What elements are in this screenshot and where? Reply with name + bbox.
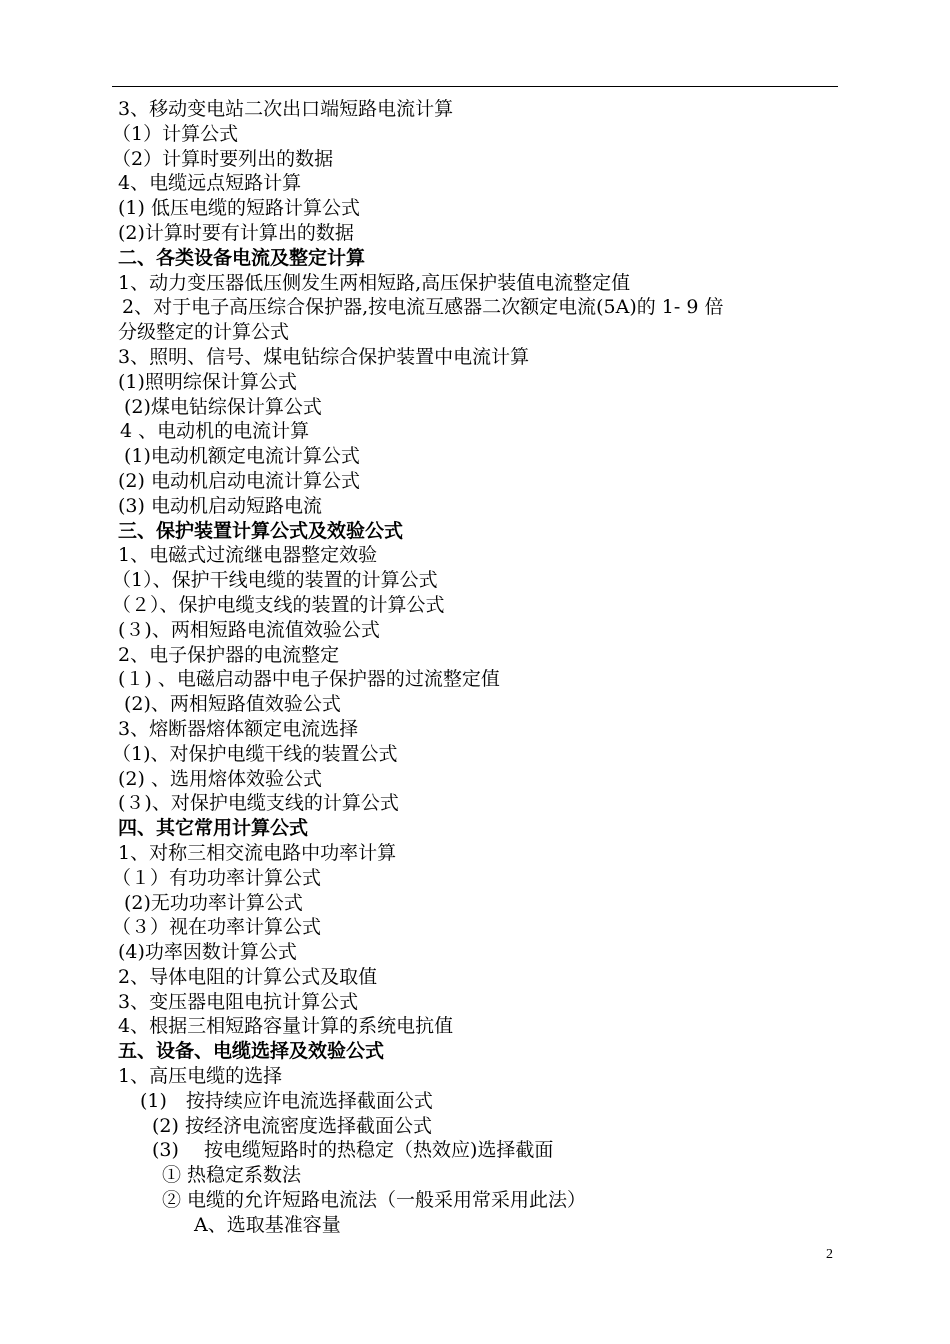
outline-item: (3) 按电缆短路时的热稳定（热效应)选择截面 [152, 1139, 554, 1162]
outline-item: （２）、保护电缆支线的装置的计算公式 [112, 593, 445, 616]
outline-item: (2)、两相短路值效验公式 [124, 693, 341, 716]
document-body [0, 97, 950, 1238]
section-heading: 五、设备、电缆选择及效验公式 [118, 1040, 385, 1063]
page-number: 2 [826, 1247, 833, 1262]
outline-item: （1）计算公式 [112, 122, 239, 145]
outline-item: （３）视在功率计算公式 [112, 916, 322, 939]
outline-item: (2)计算时要有计算出的数据 [118, 221, 354, 244]
section-heading: 三、保护装置计算公式及效验公式 [118, 519, 404, 542]
outline-item: 4 、电动机的电流计算 [120, 420, 310, 443]
outline-item: 3、变压器电阻电抗计算公式 [118, 990, 359, 1013]
section-heading: 四、其它常用计算公式 [118, 817, 309, 840]
outline-item: ② 电缆的允许短路电流法（一般采用常采用此法） [162, 1189, 587, 1212]
outline-item: (2) 、选用熔体效验公式 [118, 767, 322, 790]
header-rule [112, 86, 838, 87]
outline-item: 1、对称三相交流电路中功率计算 [118, 841, 397, 864]
outline-item: 2、对于电子高压综合保护器,按电流互感器二次额定电流(5A)的 1- 9 倍 [122, 296, 724, 319]
outline-item: (1)电动机额定电流计算公式 [124, 445, 360, 468]
outline-item: 4、电缆远点短路计算 [118, 172, 302, 195]
outline-item: (4)功率因数计算公式 [118, 941, 297, 964]
outline-item: 3、照明、信号、煤电钻综合保护装置中电流计算 [118, 345, 530, 368]
outline-item: 分级整定的计算公式 [118, 321, 290, 344]
outline-item: (2)无功功率计算公式 [124, 891, 303, 914]
outline-item: （1）、保护干线电缆的装置的计算公式 [112, 569, 438, 592]
outline-item: 1、高压电缆的选择 [118, 1065, 283, 1088]
outline-item: 4、根据三相短路容量计算的系统电抗值 [118, 1015, 454, 1038]
outline-item: (３)、两相短路电流值效验公式 [118, 618, 380, 641]
outline-item: (３)、对保护电缆支线的计算公式 [118, 792, 399, 815]
outline-item: (2) 电动机启动电流计算公式 [118, 469, 360, 492]
outline-item: （１）有功功率计算公式 [112, 866, 322, 889]
outline-item: 3、熔断器熔体额定电流选择 [118, 717, 359, 740]
outline-item: 3、移动变电站二次出口端短路电流计算 [118, 98, 454, 120]
outline-item: (2)煤电钻综保计算公式 [124, 395, 322, 418]
outline-item: 1、电磁式过流继电器整定效验 [118, 544, 378, 567]
outline-item: 1、动力变压器低压侧发生两相短路,高压保护装值电流整定值 [118, 271, 631, 294]
outline-item: (1) 低压电缆的短路计算公式 [118, 197, 360, 220]
outline-item: ① 热稳定系数法 [162, 1164, 302, 1187]
outline-item: (1) 按持续应许电流选择截面公式 [140, 1089, 433, 1112]
outline-item: (1)照明综保计算公式 [118, 370, 297, 393]
outline-item: (１) 、电磁启动器中电子保护器的过流整定值 [118, 668, 500, 691]
outline-item: (3) 电动机启动短路电流 [118, 494, 322, 517]
outline-item: 2、导体电阻的计算公式及取值 [118, 965, 378, 988]
outline-item: 2、电子保护器的电流整定 [118, 643, 340, 666]
outline-item: （2）计算时要列出的数据 [112, 147, 334, 170]
section-heading: 二、各类设备电流及整定计算 [118, 246, 366, 269]
outline-item: (2) 按经济电流密度选择截面公式 [152, 1114, 432, 1137]
outline-item: A、选取基准容量 [194, 1213, 341, 1236]
outline-item: （1)、对保护电缆干线的装置公式 [112, 742, 398, 765]
